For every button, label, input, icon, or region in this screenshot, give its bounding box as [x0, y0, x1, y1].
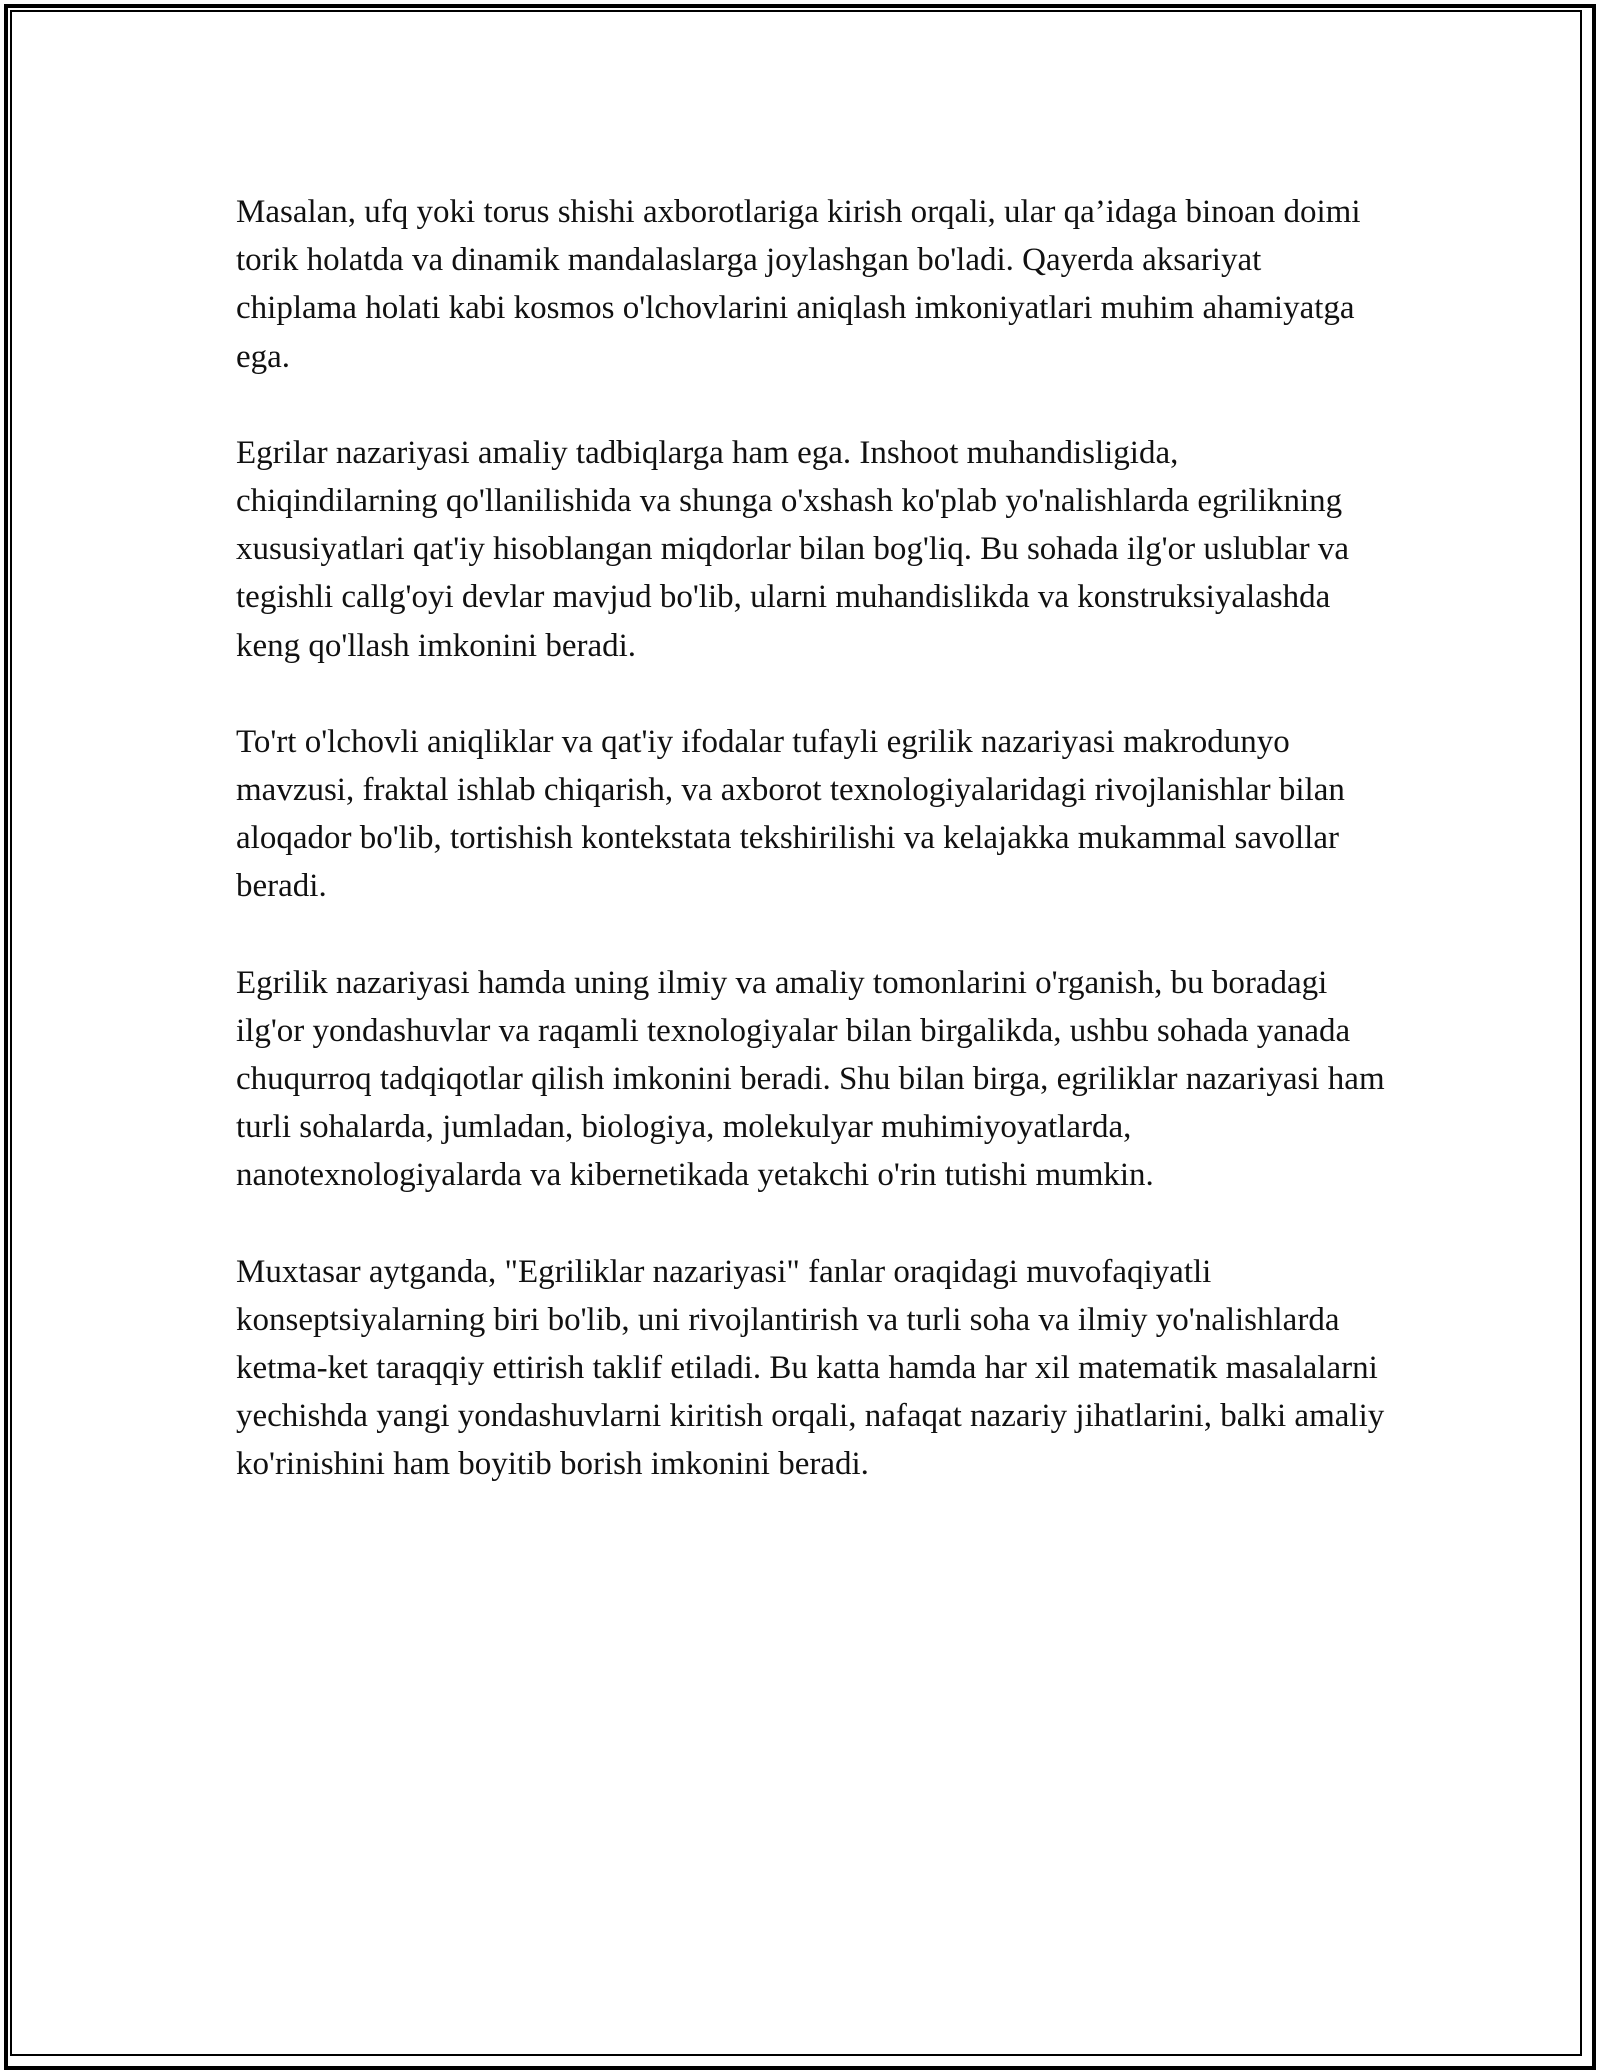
- paragraph-2: Egrilar nazariyasi amaliy tadbiqlarga ham ega. Inshoot muhandisligida, chiqindilarning qo'llanilishida va shunga o'xshash ko'plab yo'nalishlarda egrilikning xususiyatlari qat'iy hisoblangan miqdorlar bilan bog'liq. Bu sohada ilg'or uslublar va tegishli callg'oyi devlar mavjud bo'lib, ularni muhandislikda va konstruksiyalashda keng qo'llash imkonini beradi.: [236, 434, 1350, 664]
- paragraph-5: Muxtasar aytganda, "Egriliklar nazariyasi" fanlar oraqidagi muvofaqiyatli konseptsiyalarning biri bo'lib, uni rivojlantirish va turli soha va ilmiy yo'nalishlarda ketma-ket taraqqiy ettirish taklif etiladi. Bu katta hamda har xil matematik masalalarni yechishda yangi yondashuvlarni kiritish orqali, nafaqat nazariy jihatlarini, balki amaliy ko'rinishini ham boyitib borish imkonini beradi.: [236, 1253, 1385, 1483]
- paragraph-1: Masalan, ufq yoki torus shishi axborotlariga kirish orqali, ular qa’idaga binoan doimi torik holatda va dinamik mandalaslarga joylashgan bo'ladi. Qayerda aksariyat chiplama holati kabi kosmos o'lchovlarini aniqlash imkoniyatlari muhim ahamiyatga ega.: [236, 194, 1361, 375]
- document-body: [236, 188, 1386, 1537]
- paragraph-4: Egrilik nazariyasi hamda uning ilmiy va amaliy tomonlarini o'rganish, bu boradagi ilg'or yondashuvlar va raqamli texnologiyalar bilan birgalikda, ushbu sohada yanada chuqurroq tadqiqotlar qilish imkonini beradi. Shu bilan birga, egriliklar nazariyasi ham turli sohalarda, jumladan, biologiya, molekulyar muhimiyoyatlarda, nanotexnologiyalarda va kibernetikada yetakchi o'rin tutishi mumkin.: [236, 964, 1385, 1194]
- paragraph-3: To'rt o'lchovli aniqliklar va qat'iy ifodalar tufayli egrilik nazariyasi makrodunyo mavzusi, fraktal ishlab chiqarish, va axborot texnologiyalaridagi rivojlanishlar bilan aloqador bo'lib, tortishish kontekstata tekshirilishi va kelajakka mukammal savollar beradi.: [236, 723, 1345, 905]
